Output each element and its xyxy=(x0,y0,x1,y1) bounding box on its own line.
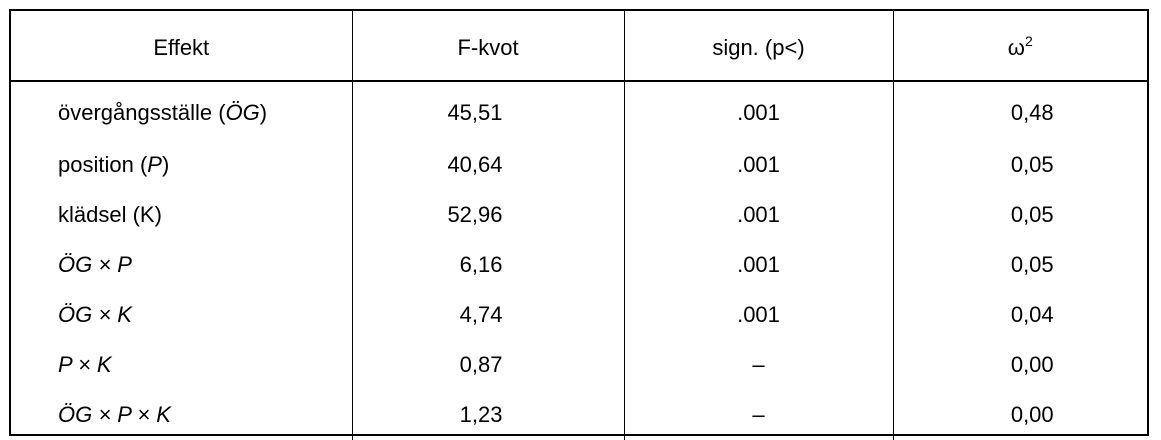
cell-effect: övergångsställe (ÖG) xyxy=(58,100,268,125)
cell-effect: P × K xyxy=(58,352,112,377)
header-f-ratio: F-kvot xyxy=(352,11,624,81)
omega-symbol: ω xyxy=(1007,34,1025,60)
table-row xyxy=(11,190,1147,240)
cell-f-ratio: 4,74 xyxy=(352,290,624,340)
cell-effect: position (P) xyxy=(58,152,170,177)
cell-omega-squared: 0,05 xyxy=(893,240,1147,290)
cell-omega-squared: 0,05 xyxy=(893,190,1147,240)
table-row xyxy=(11,390,1147,440)
cell-significance: – xyxy=(624,390,893,440)
cell-effect: ÖG × K xyxy=(58,302,132,327)
cell-significance: .001 xyxy=(624,240,893,290)
cell-omega-squared: 0,05 xyxy=(893,140,1147,190)
anova-results-table xyxy=(11,11,1147,440)
omega-exponent: 2 xyxy=(1024,32,1033,49)
cell-effect: ÖG × P xyxy=(58,252,132,277)
header-effect: Effekt xyxy=(11,11,352,81)
cell-significance: .001 xyxy=(624,140,893,190)
cell-f-ratio: 45,51 xyxy=(352,81,624,140)
cell-omega-squared: 0,04 xyxy=(893,290,1147,340)
header-significance: sign. (p<) xyxy=(624,11,893,81)
cell-f-ratio: 1,23 xyxy=(352,390,624,440)
cell-effect: klädsel (K) xyxy=(58,202,162,227)
cell-significance: .001 xyxy=(624,190,893,240)
header-omega-squared xyxy=(893,11,1147,81)
cell-f-ratio: 6,16 xyxy=(352,240,624,290)
cell-significance: .001 xyxy=(624,81,893,140)
cell-significance: .001 xyxy=(624,290,893,340)
cell-omega-squared: 0,48 xyxy=(893,81,1147,140)
table-row xyxy=(11,240,1147,290)
header-row xyxy=(11,11,1147,81)
cell-effect: ÖG × P × K xyxy=(58,402,171,427)
cell-significance: – xyxy=(624,340,893,390)
table-row xyxy=(11,340,1147,390)
table-row xyxy=(11,290,1147,340)
cell-f-ratio: 40,64 xyxy=(352,140,624,190)
cell-omega-squared: 0,00 xyxy=(893,340,1147,390)
table-row xyxy=(11,81,1147,140)
cell-omega-squared: 0,00 xyxy=(893,390,1147,440)
table-frame xyxy=(9,9,1149,436)
table-row xyxy=(11,140,1147,190)
cell-f-ratio: 52,96 xyxy=(352,190,624,240)
cell-f-ratio: 0,87 xyxy=(352,340,624,390)
